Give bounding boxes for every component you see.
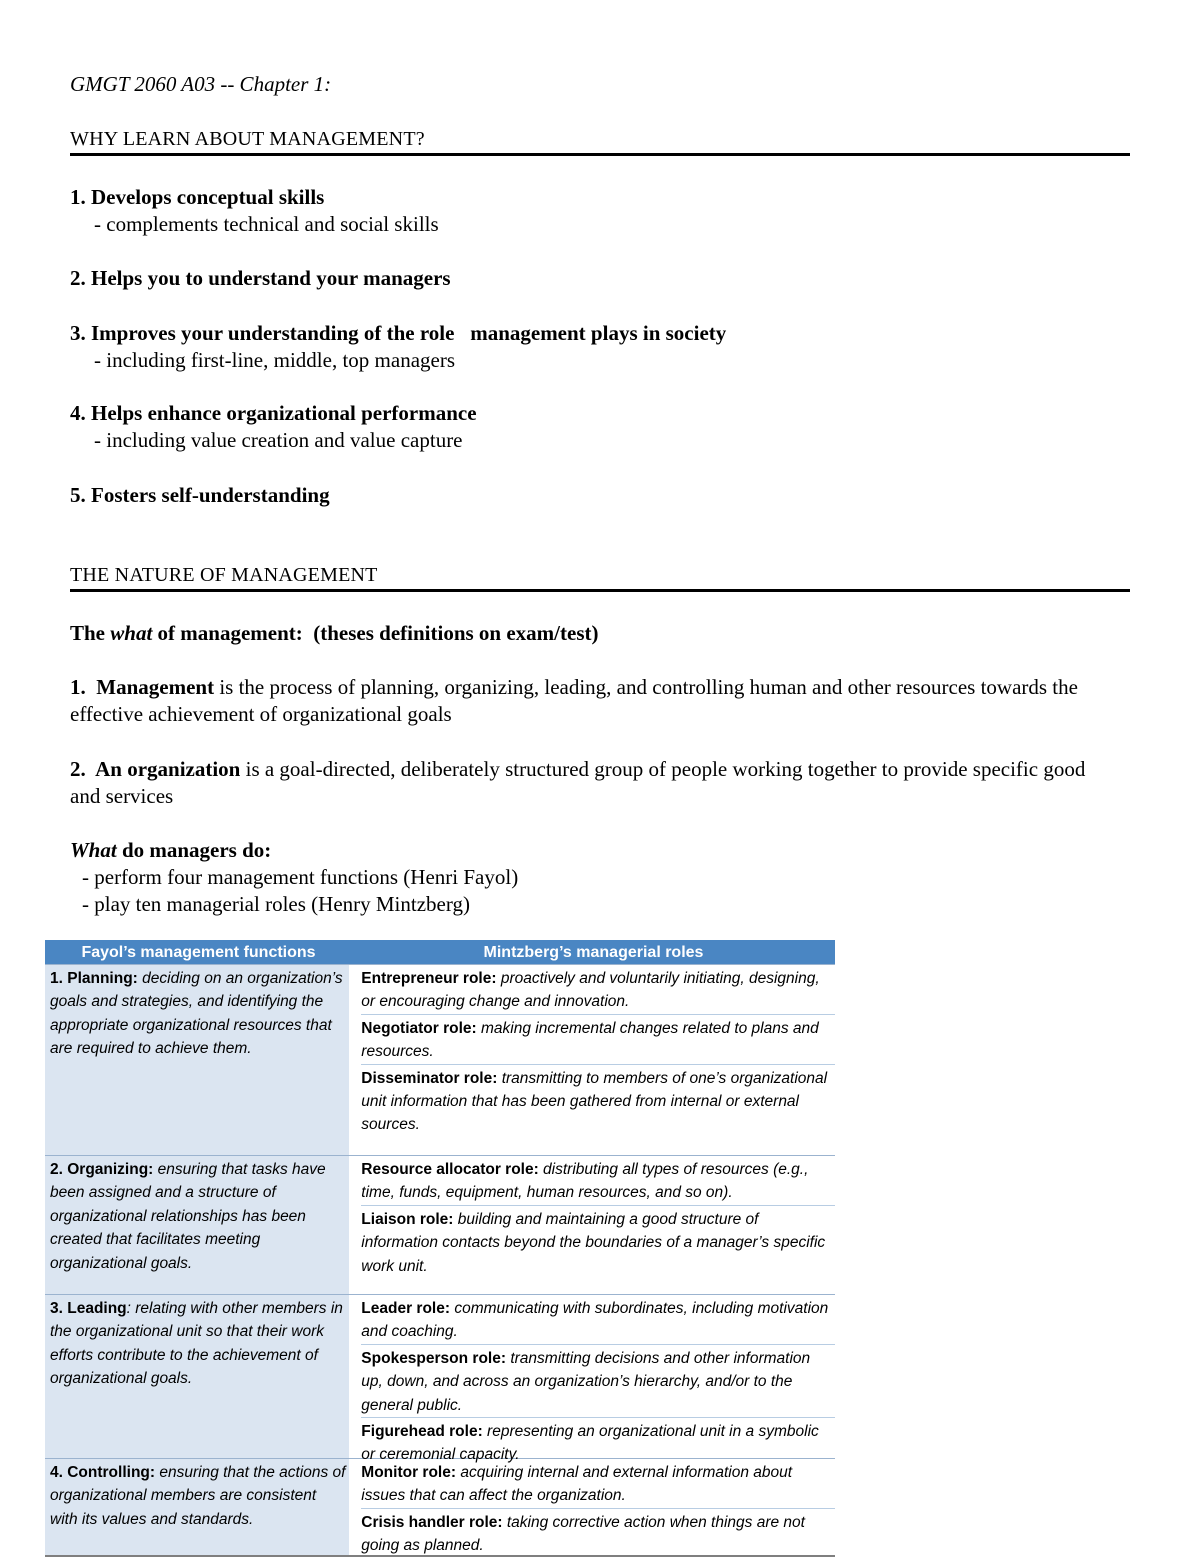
item-title: 4. Helps enhance organizational performance: [70, 401, 477, 425]
function-desc: ensuring that the actions of organizational members are consistent with its values and standards.: [50, 1464, 346, 1528]
role-desc: representing an organizational unit in a symbolic or ceremonial capacity.: [361, 1423, 819, 1464]
function-desc: deciding on an organization’s goals and strategies, and identifying the appropriate organizational resources that are required to achieve them.: [50, 970, 343, 1058]
list-item: [70, 482, 1110, 509]
role-name: Leader role:: [361, 1300, 451, 1317]
item-title: 2. Helps you to understand your managers: [70, 266, 451, 290]
function-name: 2. Organizing:: [50, 1161, 154, 1178]
roles-cell: [349, 1295, 835, 1464]
heading-text: do managers do:: [116, 838, 272, 862]
column-header-fayol: Fayol’s management functions: [81, 944, 316, 961]
table-row-controlling: [45, 1458, 835, 1555]
item-title: 3. Improves your understanding of the role management plays in society: [70, 321, 727, 345]
list-item: [70, 184, 1110, 238]
definition-number: 2. An: [70, 757, 128, 781]
table-row-leading: [45, 1294, 835, 1464]
definition-number: 1.: [70, 675, 97, 699]
function-cell: [45, 1156, 349, 1294]
list-item: [70, 320, 1110, 374]
heading-text: of management: (theses definitions on exam/test): [152, 621, 599, 645]
role-desc: transmitting to members of one’s organizational unit information that has been gathered from internal or external sources.: [361, 1069, 828, 1134]
definition-text: is a goal-directed, deliberately structured group of people working together to provide specific good and services: [70, 757, 1086, 808]
role-name: Figurehead role:: [361, 1423, 483, 1441]
roles-cell: [349, 1156, 835, 1294]
role-desc: distributing all types of resources (e.g., time, funds, equipment, human resources, and so on).: [361, 1161, 809, 1202]
role-desc: making incremental changes related to plans and resources.: [361, 1019, 819, 1061]
table-header: [45, 940, 835, 964]
role-desc: building and maintaining a good structure of information contacts beyond the boundaries of a manager’s specific work unit.: [361, 1210, 826, 1275]
item-subtext: - including value creation and value capture: [94, 428, 463, 452]
list-item: - play ten managerial roles (Henry Mintzberg): [82, 892, 470, 916]
role-entry: [361, 1344, 835, 1417]
function-cell: [45, 965, 349, 1155]
role-name: Resource allocator role:: [361, 1161, 539, 1178]
what-of-management-heading: [70, 620, 1110, 647]
role-entry: [361, 1014, 835, 1064]
role-name: Spokesperson role:: [361, 1349, 507, 1367]
heading-emphasis: What: [70, 838, 117, 862]
roles-cell: [349, 1459, 835, 1555]
definition-management: [70, 674, 1110, 728]
section-heading-why-learn: WHY LEARN ABOUT MANAGEMENT?: [70, 128, 1130, 156]
section-heading-nature: THE NATURE OF MANAGEMENT: [70, 564, 1130, 592]
column-header-mintzberg: Mintzberg’s managerial roles: [483, 944, 704, 961]
role-name: Liaison role:: [361, 1210, 454, 1228]
function-cell: [45, 1295, 349, 1458]
course-header: GMGT 2060 A03 -- Chapter 1:: [70, 72, 332, 96]
role-desc: communicating with subordinates, including motivation and coaching.: [361, 1300, 829, 1341]
functions-roles-table: [45, 940, 835, 1557]
definition-term: organization: [127, 757, 241, 781]
function-desc: ensuring that tasks have been assigned and a structure of organizational relationships has been created that facilitates meeting organizational goals.: [50, 1161, 326, 1272]
item-subtext: - including first-line, middle, top managers: [94, 348, 455, 372]
role-name: Monitor role:: [361, 1464, 457, 1481]
list-item: [70, 265, 1110, 292]
heading-text: The: [70, 621, 111, 645]
role-entry: [361, 1156, 835, 1205]
list-item: [70, 400, 1110, 454]
function-name: 3. Leading: [50, 1300, 127, 1317]
heading-emphasis: what: [110, 621, 153, 645]
roles-cell: [349, 965, 835, 1155]
definition-text: is the process of planning, organizing, leading, and controlling human and other resources towards the effective achievement of organizational goals: [70, 675, 1078, 726]
function-name: 1. Planning:: [50, 970, 138, 987]
role-desc: taking corrective action when things are not going as planned.: [361, 1513, 805, 1555]
item-title: 1. Develops conceptual skills: [70, 185, 325, 209]
role-desc: transmitting decisions and other information up, down, and across an organization’s hierarchy, and/or to the general public.: [361, 1349, 811, 1414]
role-name: Disseminator role:: [361, 1069, 498, 1087]
table-row-organizing: [45, 1155, 835, 1294]
role-entry: [361, 1459, 835, 1508]
role-name: Crisis handler role:: [361, 1513, 503, 1531]
function-name: 4. Controlling:: [50, 1464, 156, 1481]
item-title: 5. Fosters self-understanding: [70, 483, 330, 507]
function-desc: : relating with other members in the organizational unit so that their work efforts contribute to the achievement of organizational goals.: [50, 1300, 343, 1388]
role-desc: proactively and voluntarily initiating, designing, or encouraging change and innovation.: [361, 970, 820, 1011]
item-subtext: - complements technical and social skills: [94, 212, 439, 236]
what-managers-do: [70, 837, 1110, 918]
role-entry: [361, 965, 835, 1014]
role-entry: [361, 1205, 835, 1278]
table-row-planning: [45, 964, 835, 1155]
what-managers-do-heading: [70, 837, 1110, 864]
role-desc: acquiring internal and external information about issues that can affect the organization.: [361, 1464, 793, 1505]
role-entry: [361, 1064, 835, 1137]
role-entry: [361, 1295, 835, 1344]
definition-term: Management: [96, 675, 215, 699]
role-entry: [361, 1508, 835, 1558]
role-name: Entrepreneur role:: [361, 970, 497, 987]
definition-organization: [70, 756, 1110, 810]
function-cell: [45, 1459, 349, 1555]
list-item: - perform four management functions (Henri Fayol): [82, 865, 519, 889]
role-name: Negotiator role:: [361, 1019, 477, 1037]
